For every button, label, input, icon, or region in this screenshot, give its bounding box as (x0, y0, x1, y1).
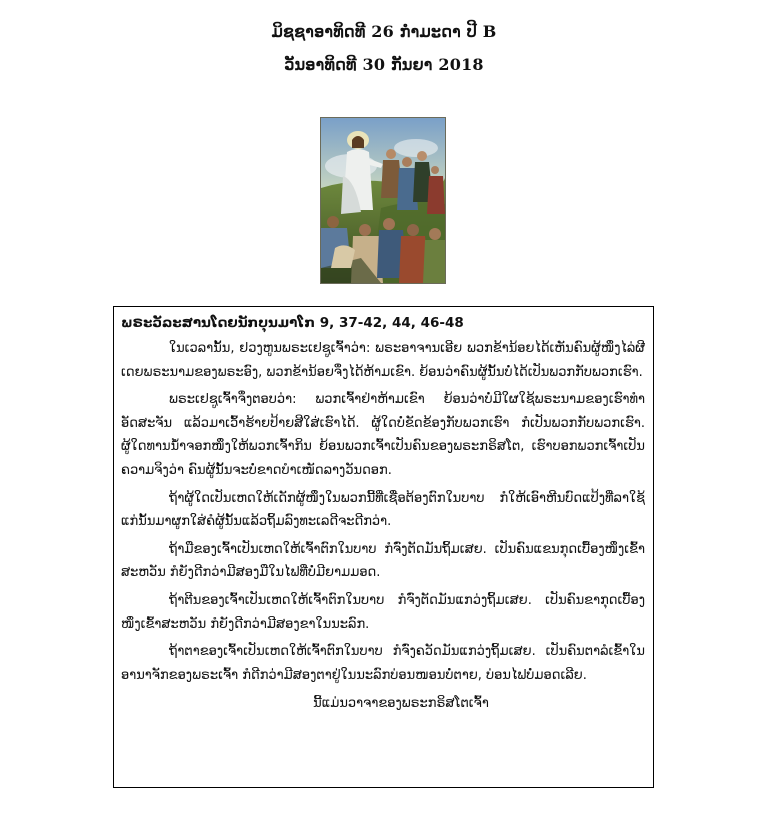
page-subtitle-date: ວັນອາທິດທີ 30 ກັນຍາ 2018 (284, 55, 484, 74)
jesus-teaching-crowd-illustration (320, 117, 446, 284)
reading-paragraph: ຖ້າຜູ້ໃດເປັນເຫດໃຫ້ເດັກຜູ້ໜຶ່ງໃນພວກນີ້ທີ່ເຊື່ອຕ້ອງຕົກໃນບາບ ກໍໃຫ້ເອົາຫີນບົດແປ້ງທີ່ລາໃຊ້ແກ່ນັ້ນມາຜູກໃສ່ຄໍຜູ້ນັ້ນແລ້ວຖິ້ມລົງທະເລດີຈະດີກວ່າ. (121, 490, 645, 530)
reading-paragraph: ຖ້າຕາຂອງເຈົ້າເປັນເຫດໃຫ້ເຈົ້າຕົກໃນບາບ ກໍຈົ່ງຄວັດມັນແກວ່ງຖິ້ມເສຍ. ເປັນຄົນຕາລໍເຂົ້າໃນອານາຈັກຂອງພຣະເຈົ້າ ກໍດີກວ່າມີສອງຕາຢູ່ໃນນະລົກບ່ອນໜອນບໍ່ຕາຍ, ບ່ອນໄຟບໍ່ມອດເລີຍ. (121, 644, 645, 683)
gospel-reading-box (113, 306, 654, 788)
reading-paragraph: ຖ້າຕີນຂອງເຈົ້າເປັນເຫດໃຫ້ເຈົ້າຕົກໃນບາບ ກໍຈົ່ງຕັດມັນແກວ່ງຖິ້ມເສຍ. ເປັນຄົນຂາກຸດເບື້ອງໜຶ່ງເຂົ້າສະຫວັນ ກໍຍັງດີກວ່າມີສອງຂາໃນນະລົກ. (121, 592, 645, 632)
reading-paragraph: ໃນເວລານັ້ນ, ຢວງຫູນພຣະເຢຊູເຈົ້າວ່າ: ພຣະອາຈານເອີຍ ພວກຂ້ານ້ອຍໄດ້ເຫັນຄົນຜູ້ໜຶ່ງໄລ່ຜີເດຍພຣະນາມຂອງພຣະອົງ, ພວກຂ້ານ້ອຍຈຶ່ງໄດ້ຫ້າມເຂົາ. ຍ້ອນວ່າຄົນຜູ້ນັ້ນບໍ່ໄດ້ເປັນພວກກັບພວກເຮົາ. (121, 341, 645, 380)
reading-paragraph: ຖ້າມືຂອງເຈົ້າເປັນເຫດໃຫ້ເຈົ້າຕົກໃນບາບ ກໍຈົ່ງຕັດມັນຖິ້ມເສຍ. ເປັນຄົນແຂນກຸດເບື້ອງໜຶ່ງເຂົ້າສະຫວັນ ກໍຍັງດີກວ່າມີສອງມືໃນໄຟທີ່ບໍ່ມີຍາມມອດ. (121, 541, 645, 581)
page-title: ມິຊຊາອາທິດທີ 26 ກໍາມະດາ ປີ B (271, 22, 497, 41)
reading-paragraph: ພຣະເຢຊູເຈົ້າຈຶ່ງຕອບວ່າ: ພວກເຈົ້າຢ່າຫ້າມເຂົາ ຍ້ອນວ່າບໍ່ມີໃຜໃຊ້ພຣະນາມຂອງເຮົາທໍາອັດສະຈັນ ແລ້ວມາເວົ້າຮ້າຍປ້າຍສີໃສ່ເຮົາໄດ້. ຜູ້ໃດບໍ່ຂັດຂ້ອງກັບພວກເຮົາ ກໍເປັນພວກກັບພວກເຮົາ. ຜູ້ໃດທານນໍ້າຈອກໜຶ່ງໃຫ້ພວກເຈົ້າກິນ ຍ້ອນພວກເຈົ້າເປັນຄົນຂອງພຣະກຣິສໂຕ, ເຮົາບອກພວກເຈົ້າເປັນຄວາມຈິງວ່າ ຄົນຜູ້ນັ້ນຈະບໍ່ຂາດບໍາເໜັດລາງວັນດອກ. (121, 392, 645, 478)
reading-closing: ນີ້ແມ່ນວາຈາຂອງພຣະກຣິສໂຕເຈົ້າ (313, 696, 489, 712)
reading-heading: ພຣະວັລະສານໂດຍນັກບຸນມາໂກ 9, 37-42, 44, 46-48 (121, 315, 464, 331)
